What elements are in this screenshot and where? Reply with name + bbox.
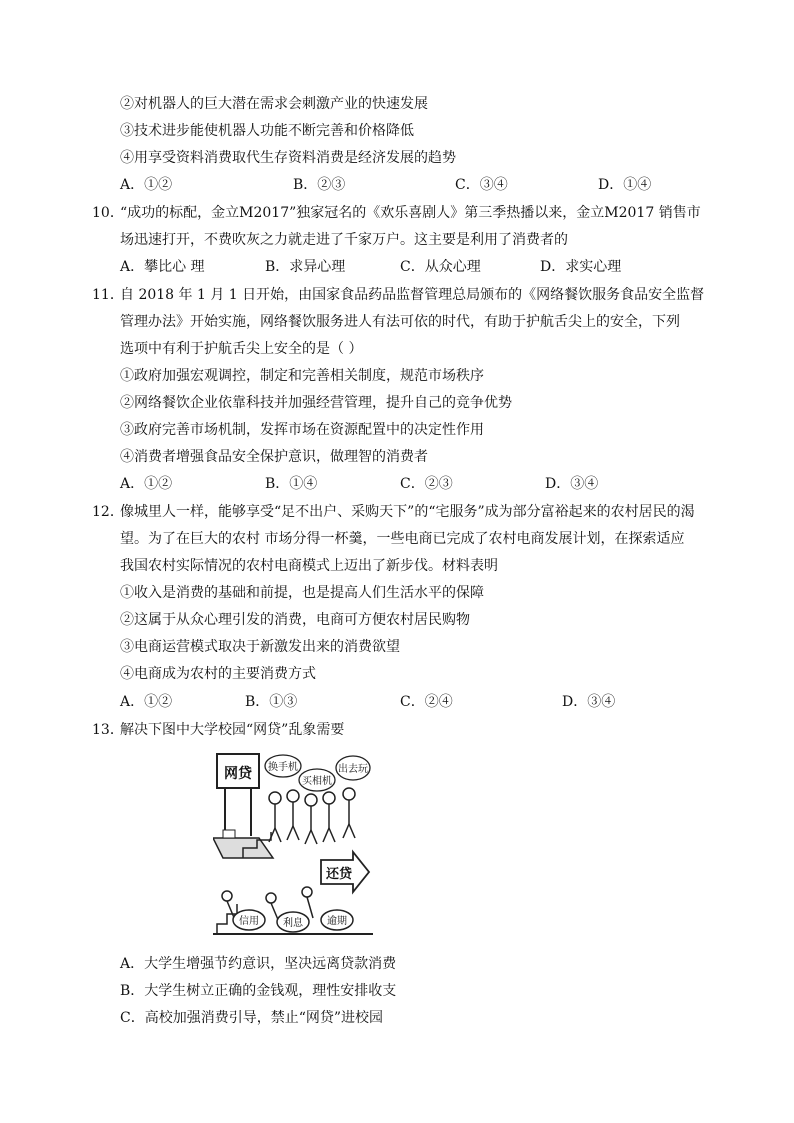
q11-option-c: C．②③	[400, 476, 453, 492]
q11-stem-line-3: 选项中有利于护航舌尖上安全的是（ ）	[120, 341, 363, 357]
q13-option-b: B．大学生树立正确的金钱观，理性安排收支	[120, 983, 397, 999]
q9-statement-2: ②对机器人的巨大潜在需求会刺激产业的快速发展	[120, 96, 428, 112]
q9-option-a: A．①②	[120, 177, 173, 193]
bubble-camera-text: 买相机	[302, 776, 332, 787]
q12-statement-4: ④电商成为农村的主要消费方式	[120, 666, 316, 682]
q10-stem-line-1: “成功的标配，金立M2017”独家冠名的《欢乐喜剧人》第三季热播以来，金立M2017 销售市	[120, 205, 701, 221]
q10-stem-line-2: 场迅速打开，不费吹灰之力就走进了千家万户。这主要是利用了消费者的	[120, 232, 568, 248]
q11-option-d: D．③④	[545, 476, 599, 492]
q11-statement-3: ③政府完善市场机制，发挥市场在资源配置中的决定性作用	[120, 422, 484, 438]
q12-number: 12．	[92, 504, 124, 520]
q11-statement-2: ②网络餐饮企业依靠科技并加强经营管理，提升自己的竞争优势	[120, 395, 512, 411]
q11-number: 11．	[92, 287, 124, 303]
student-queue	[269, 788, 355, 844]
q9-option-d: D．①④	[598, 177, 652, 193]
q11-option-b: B．①④	[265, 476, 318, 492]
q13-number: 13．	[92, 722, 124, 738]
online-loan-cartoon	[213, 748, 373, 938]
q12-option-d: D．③④	[562, 694, 616, 710]
q10-option-b: B．求异心理	[265, 259, 346, 275]
bag-credit-text: 信用	[239, 916, 259, 927]
bubble-travel-text: 出去玩	[338, 764, 368, 775]
q9-statement-4: ④用享受资料消费取代生存资料消费是经济发展的趋势	[120, 150, 456, 166]
q11-option-a: A．①②	[120, 476, 173, 492]
q12-statement-2: ②这属于从众心理引发的消费，电商可方便农村居民购物	[120, 612, 470, 628]
q11-stem-line-2: 管理办法》开始实施，网络餐饮服务进人有法可依的时代，有助于护航舌尖上的安全，下列	[120, 314, 680, 330]
bag-overdue-text: 逾期	[327, 916, 347, 927]
q10-option-d: D．求实心理	[540, 259, 622, 275]
q12-statement-1: ①收入是消费的基础和前提，也是提高人们生活水平的保障	[120, 585, 484, 601]
q11-stem-line-1: 自 2018 年 1 月 1 日开始，由国家食品药品监督管理总局颁布的《网络餐饮服务食品安全监督	[120, 287, 705, 303]
q13-stem: 解决下图中大学校园“网贷”乱象需要	[120, 722, 345, 738]
q13-option-c: C．高校加强消费引导，禁止“网贷”进校园	[120, 1010, 384, 1026]
q9-option-c: C．③④	[455, 177, 508, 193]
q10-number: 10．	[92, 205, 124, 221]
q10-option-c: C．从众心理	[400, 259, 481, 275]
q11-statement-1: ①政府加强宏观调控，制定和完善相关制度，规范市场秩序	[120, 368, 484, 384]
q12-option-a: A．①②	[120, 694, 173, 710]
bubble-phone-text: 换手机	[268, 762, 298, 773]
q12-stem-line-1: 像城里人一样，能够享受“足不出户、采购天下”的“宅服务”成为部分富裕起来的农村居民的渴	[120, 504, 695, 520]
bag-interest-text: 利息	[283, 918, 303, 929]
q10-option-a: A．攀比心 理	[120, 259, 205, 275]
q9-statement-3: ③技术进步能使机器人功能不断完善和价格降低	[120, 123, 414, 139]
q11-statement-4: ④消费者增强食品安全保护意识，做理智的消费者	[120, 449, 428, 465]
q12-stem-line-3: 我国农村实际情况的农村电商模式上迈出了新步伐。材料表明	[120, 558, 498, 574]
q9-option-b: B．②③	[293, 177, 346, 193]
q12-statement-3: ③电商运营模式取决于新激发出来的消费欲望	[120, 639, 400, 655]
loan-sign-text: 网贷	[224, 766, 252, 782]
q12-stem-line-2: 望。为了在巨大的农村 市场分得一杯羹，一些电商已完成了农村电商发展计划，在探索适应	[120, 531, 685, 547]
q12-option-b: B．①③	[245, 694, 298, 710]
repay-arrow-text: 还贷	[325, 867, 353, 882]
q12-option-c: C．②④	[400, 694, 453, 710]
q13-option-a: A．大学生增强节约意识，坚决远离贷款消费	[120, 956, 397, 972]
